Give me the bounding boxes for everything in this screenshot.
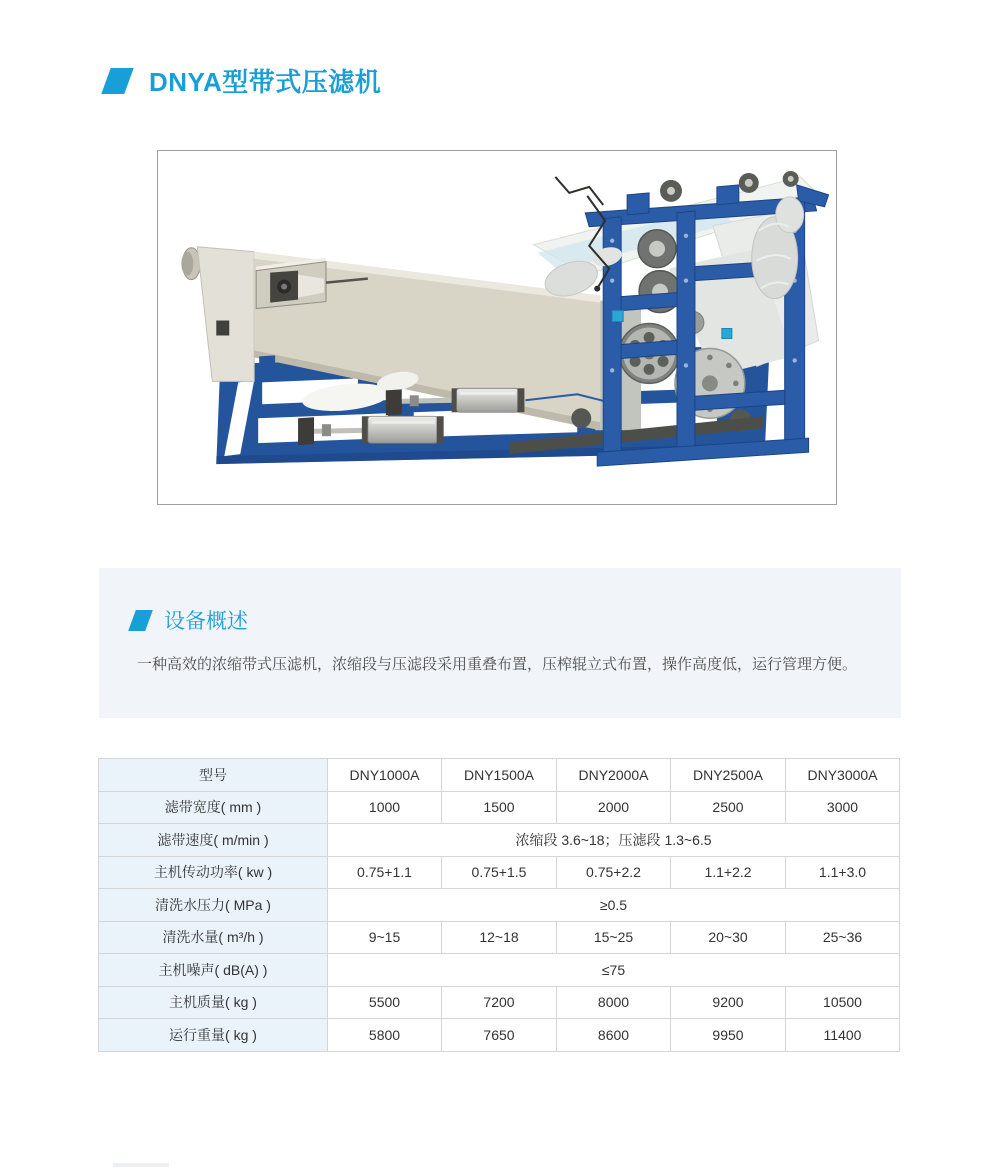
spec-value: 9~15 — [328, 921, 442, 954]
spec-row-label: 滤带宽度( mm ) — [99, 791, 328, 824]
spec-row-label: 主机传动功率( kw ) — [99, 856, 328, 889]
spec-value-span: 浓缩段 3.6~18；压滤段 1.3~6.5 — [328, 824, 900, 857]
overview-parallelogram-icon — [128, 610, 153, 631]
spec-value-span: ≤75 — [328, 954, 900, 987]
spec-value: 15~25 — [557, 921, 671, 954]
model-name: DNY2000A — [557, 759, 671, 792]
overview-description: 一种高效的浓缩带式压滤机，浓缩段与压滤段采用重叠布置，压榨辊立式布置，操作高度低，运行管理方便。 — [137, 656, 858, 673]
spec-value: 11400 — [786, 1019, 900, 1052]
spec-value-span: ≥0.5 — [328, 889, 900, 922]
spec-row — [99, 921, 900, 954]
spec-row-label: 主机噪声( dB(A) ) — [99, 954, 328, 987]
spec-value: 0.75+1.1 — [328, 856, 442, 889]
spec-value: 12~18 — [442, 921, 557, 954]
spec-value: 7650 — [442, 1019, 557, 1052]
spec-row — [99, 954, 900, 987]
spec-value: 1500 — [442, 791, 557, 824]
spec-value: 3000 — [786, 791, 900, 824]
overview-heading: 设备概述 — [164, 610, 248, 633]
spec-row — [99, 889, 900, 922]
spec-value: 2500 — [671, 791, 786, 824]
spec-row — [99, 824, 900, 857]
spec-table — [98, 758, 900, 1052]
page-title-row — [100, 62, 381, 99]
spec-row — [99, 986, 900, 1019]
product-photo — [158, 151, 836, 504]
spec-row-label: 主机质量( kg ) — [99, 986, 328, 1019]
overview-panel — [99, 568, 901, 718]
spec-value: 20~30 — [671, 921, 786, 954]
spec-value: 8600 — [557, 1019, 671, 1052]
spec-row-label: 滤带速度( m/min ) — [99, 824, 328, 857]
spec-value: 1.1+2.2 — [671, 856, 786, 889]
title-parallelogram-icon — [101, 68, 133, 94]
spec-value: 8000 — [557, 986, 671, 1019]
spec-row-label: 清洗水量( m³/h ) — [99, 921, 328, 954]
spec-value: 5800 — [328, 1019, 442, 1052]
spec-value: 25~36 — [786, 921, 900, 954]
spec-row — [99, 791, 900, 824]
spec-value: 10500 — [786, 986, 900, 1019]
next-section-peek — [113, 1163, 169, 1167]
spec-row-label: 清洗水压力( MPa ) — [99, 889, 328, 922]
spec-value: 9950 — [671, 1019, 786, 1052]
spec-value: 0.75+2.2 — [557, 856, 671, 889]
spec-value: 7200 — [442, 986, 557, 1019]
spec-value: 0.75+1.5 — [442, 856, 557, 889]
spec-value: 1000 — [328, 791, 442, 824]
spec-row-label: 运行重量( kg ) — [99, 1019, 328, 1052]
model-name: DNY2500A — [671, 759, 786, 792]
model-name: DNY1000A — [328, 759, 442, 792]
page-title: DNYA型带式压滤机 — [149, 67, 382, 97]
product-photo-frame — [157, 150, 837, 505]
spec-header-label: 型号 — [99, 759, 328, 792]
model-name: DNY1500A — [442, 759, 557, 792]
model-name: DNY3000A — [786, 759, 900, 792]
overview-heading-row — [128, 605, 248, 635]
spec-value: 1.1+3.0 — [786, 856, 900, 889]
spec-value: 2000 — [557, 791, 671, 824]
spec-value: 9200 — [671, 986, 786, 1019]
spec-value: 5500 — [328, 986, 442, 1019]
spec-header-row — [99, 759, 900, 792]
spec-row — [99, 856, 900, 889]
spec-row — [99, 1019, 900, 1052]
